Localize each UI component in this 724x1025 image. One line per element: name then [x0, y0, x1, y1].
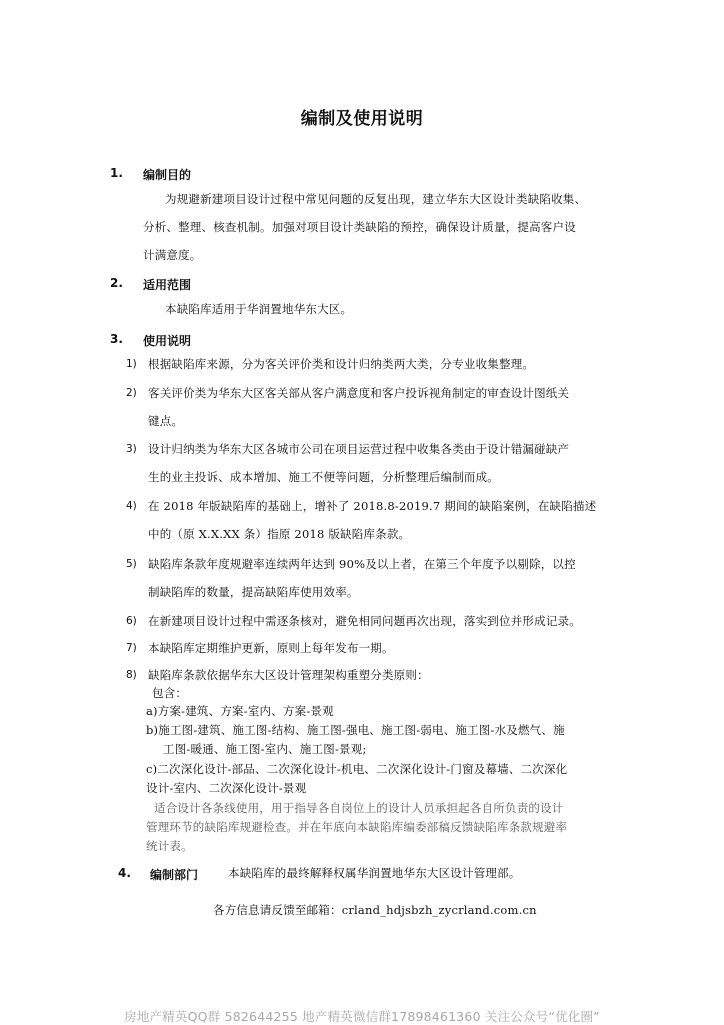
item-5-number: 5): [126, 558, 137, 570]
item-6-line-1: 在新建项目设计过程中需逐条核对，避免相同问题再次出现，落实到位并形成记录。: [148, 614, 581, 628]
section-4-text: 本缺陷库的最终解释权属华润置地华东大区设计管理部。: [228, 866, 521, 880]
item-6-number: 6): [126, 615, 137, 627]
item-8-category-a: a)方案-建筑、方案-室内、方案-景观: [146, 704, 334, 718]
section-4-title: 编制部门: [150, 868, 199, 882]
section-2-number: 2.: [110, 276, 123, 290]
section-2-title: 适用范围: [143, 278, 192, 292]
item-5-line-2: 制缺陷库的数量，提高缺陷库使用效率。: [148, 585, 359, 599]
item-3-line-2: 生的业主投诉、成本增加、施工不便等问题，分析整理后编制而成。: [148, 470, 499, 484]
item-8-category-c-line-2: 设计-室内、二次深化设计-景观: [146, 781, 307, 795]
section-1-line-2: 分析、整理、核查机制。加强对项目设计类缺陷的预控，确保设计质量，提高客户设: [143, 220, 576, 234]
item-8-include: 包含：: [152, 686, 188, 700]
item-4-line-1: 在 2018 年版缺陷库的基础上，增补了 2018.8-2019.7 期间的缺陷案例，在缺陷描述: [148, 499, 597, 513]
item-3-line-1: 设计归纳类为华东大区各城市公司在项目运营过程中收集各类由于设计错漏碰缺产: [148, 442, 570, 456]
item-4-number: 4): [126, 500, 137, 512]
section-2-line-1: 本缺陷库适用于华润置地华东大区。: [165, 302, 353, 316]
feedback-email-line: 各方信息请反馈至邮箱：crland_hdjsbzh_zycrland.com.cn: [213, 903, 537, 917]
item-8-category-b-line-2: 工图-暖通、施工图-室内、施工图-景观;: [163, 742, 367, 756]
item-4-line-2: 中的（原 X.X.XX 条）指原 2018 版缺陷库条款。: [148, 527, 411, 541]
item-5-line-1: 缺陷库条款年度规避率连续两年达到 90%及以上者，在第三个年度予以剔除，以控: [148, 557, 576, 571]
item-7-line-1: 本缺陷库定期维护更新，原则上每年发布一期。: [148, 641, 394, 655]
item-3-number: 3): [126, 443, 137, 455]
section-3-title: 使用说明: [143, 334, 192, 348]
section-1-line-1: 为规避新建项目设计过程中常见问题的反复出现，建立华东大区设计类缺陷收集、: [165, 192, 587, 206]
item-1-number: 1): [126, 358, 137, 370]
item-1-line-1: 根据缺陷库来源，分为客关评价类和设计归纳类两大类，分专业收集整理。: [148, 357, 535, 371]
footer-watermark: 房地产精英QQ群 582644255 地产精英微信群17898461360 关注公众号“优化圈”: [124, 1009, 600, 1024]
item-8-note-line-1: 适合设计各条线使用，用于指导各自岗位上的设计人员承担起各自所负责的设计: [154, 801, 564, 815]
section-4-number: 4.: [118, 866, 131, 880]
item-8-number: 8): [126, 669, 137, 681]
item-8-category-c-line-1: c)二次深化设计-部品、二次深化设计-机电、二次深化设计-门窗及幕墙、二次深化: [146, 762, 568, 776]
item-8-line-1: 缺陷库条款依据华东大区设计管理架构重塑分类原则：: [148, 668, 429, 682]
page-title: 编制及使用说明: [300, 109, 424, 129]
section-3-number: 3.: [110, 332, 123, 346]
item-8-note-line-3: 统计表。: [146, 839, 193, 853]
item-8-category-b-line-1: b)施工图-建筑、施工图-结构、施工图-强电、施工图-弱电、施工图-水及燃气、施: [146, 723, 565, 737]
item-2-line-2: 键点。: [148, 414, 184, 428]
item-7-number: 7): [126, 642, 137, 654]
section-1-line-3: 计满意度。: [143, 248, 202, 262]
item-8-note-line-2: 管理环节的缺陷库规避检查。并在年底向本缺陷库编委部稿反馈缺陷库条款规避率: [146, 820, 568, 834]
item-2-line-1: 客关评价类为华东大区客关部从客户满意度和客户投诉视角制定的审查设计图纸关: [148, 386, 570, 400]
section-1-title: 编制目的: [143, 168, 192, 182]
section-1-number: 1.: [110, 166, 123, 180]
item-2-number: 2): [126, 387, 137, 399]
